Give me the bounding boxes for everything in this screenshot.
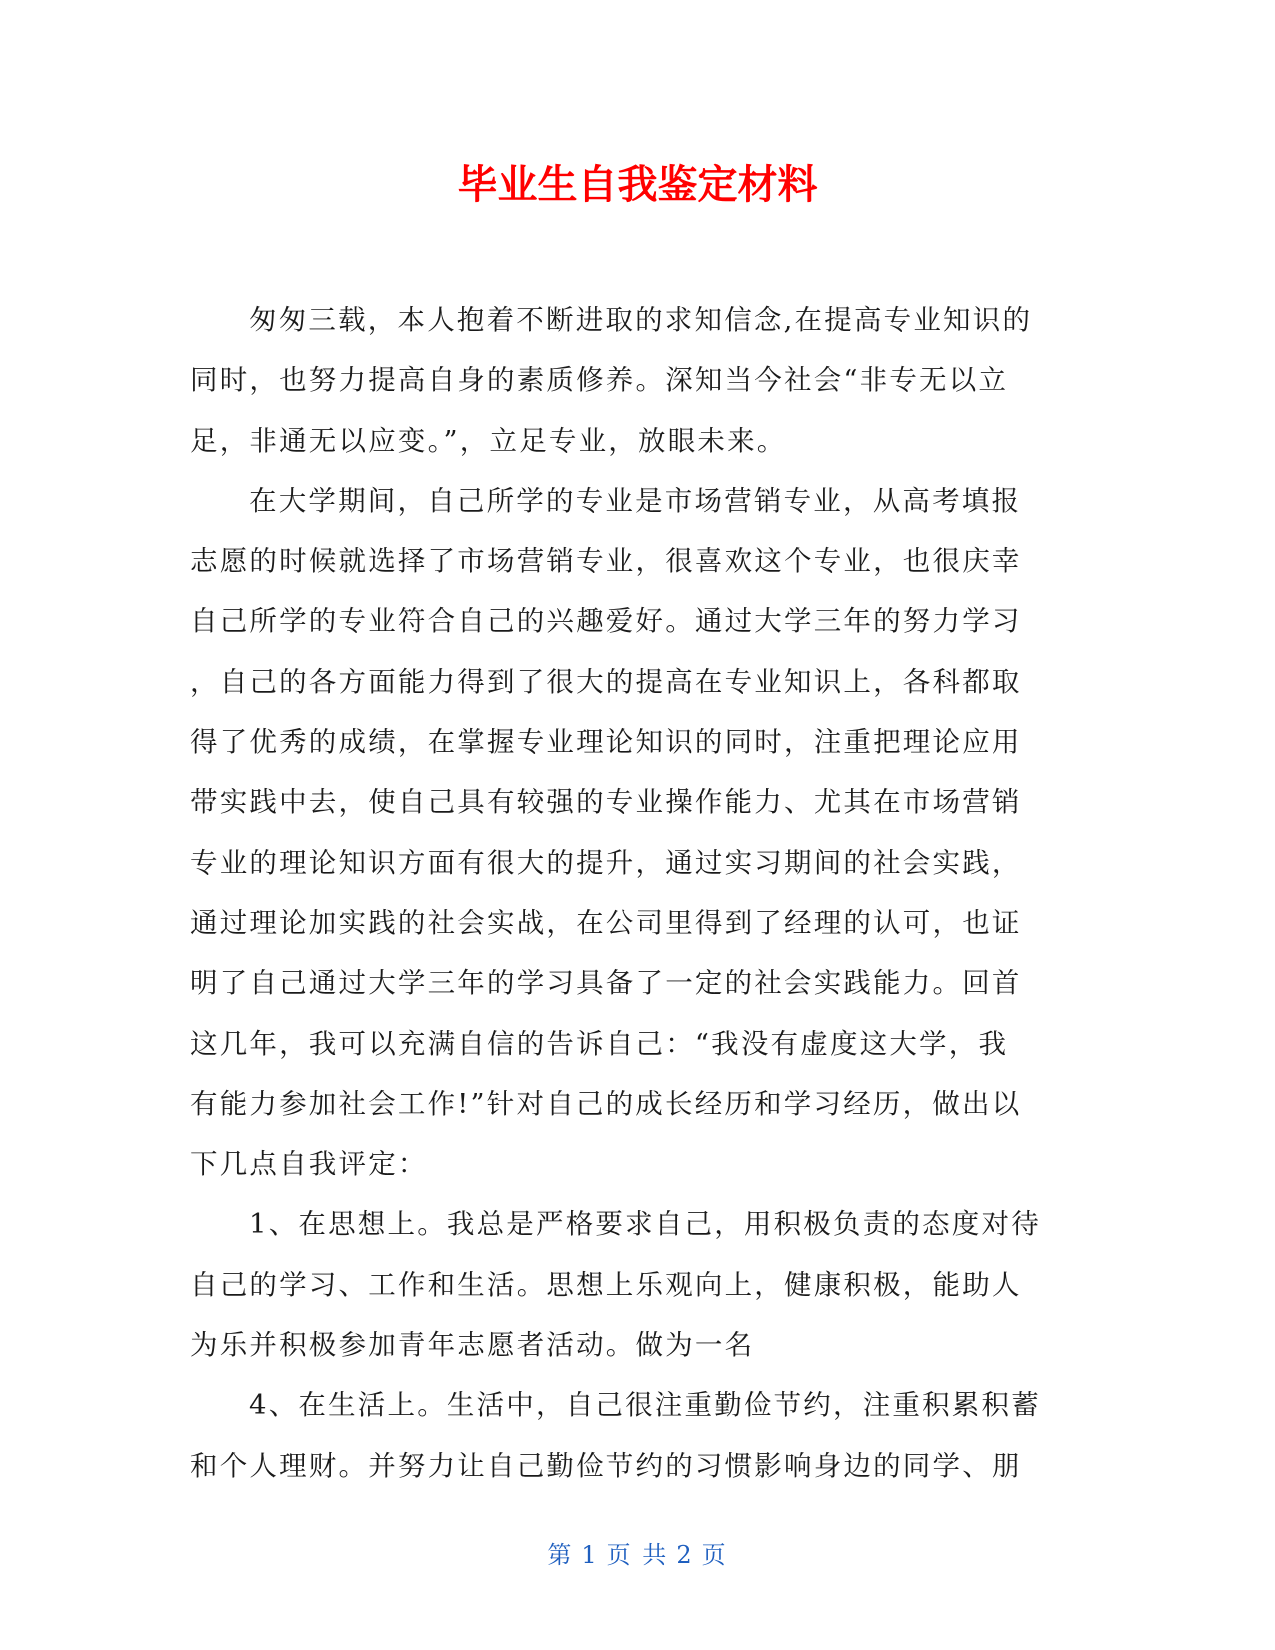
paragraph-line: 得了优秀的成绩，在掌握专业理论知识的同时，注重把理论应用 — [190, 726, 1022, 759]
page-footer — [0, 1538, 1275, 1572]
paragraph-line: 同时，也努力提高自身的素质修养。深知当今社会“非专无以立 — [190, 364, 1009, 397]
paragraph-line: 带实践中去，使自己具有较强的专业操作能力、尤其在市场营销 — [190, 786, 1022, 819]
paragraph-line: 1、在思想上。我总是严格要求自己，用积极负责的态度对待 — [249, 1208, 1041, 1241]
paragraph-line: 有能力参加社会工作!”针对自己的成长经历和学习经历，做出以 — [190, 1087, 1022, 1120]
paragraph-line: 专业的理论知识方面有很大的提升，通过实习期间的社会实践， — [190, 846, 1022, 879]
document-body — [190, 290, 1080, 1496]
paragraph-line: 和个人理财。并努力让自己勤俭节约的习惯影响身边的同学、朋 — [190, 1449, 1022, 1482]
paragraph-line: 这几年，我可以充满自信的告诉自己：“我没有虚度这大学，我 — [190, 1027, 1009, 1060]
document-title: 毕业生自我鉴定材料 — [457, 162, 818, 208]
footer-label-page: 第 — [547, 1541, 574, 1569]
paragraph-line: 下几点自我评定： — [190, 1148, 428, 1181]
paragraph-line: 为乐并积极参加青年志愿者活动。做为一名 — [190, 1329, 755, 1362]
paragraph-line: 足，非通无以应变。”，立足专业，放眼未来。 — [190, 424, 787, 457]
footer-label-of: 页 共 — [606, 1541, 669, 1569]
paragraph-line: 自己的学习、工作和生活。思想上乐观向上，健康积极，能助人 — [190, 1268, 1022, 1301]
paragraph-line: 4、在生活上。生活中，自己很注重勤俭节约，注重积累积蓄 — [249, 1389, 1041, 1422]
paragraph-line: 志愿的时候就选择了市场营销专业，很喜欢这个专业，也很庆幸 — [190, 545, 1022, 578]
paragraph-line: 通过理论加实践的社会实战，在公司里得到了经理的认可，也证 — [190, 906, 1022, 939]
paragraph-line: ，自己的各方面能力得到了很大的提高在专业知识上，各科都取 — [190, 665, 1022, 698]
paragraph-line: 匆匆三载，本人抱着不断进取的求知信念,在提高专业知识的 — [249, 304, 1033, 336]
paragraph-line: 自己所学的专业符合自己的兴趣爱好。通过大学三年的努力学习 — [190, 605, 1022, 638]
paragraph-line: 明了自己通过大学三年的学习具备了一定的社会实践能力。回首 — [190, 967, 1022, 1000]
paragraph-line: 在大学期间，自己所学的专业是市场营销专业，从高考填报 — [249, 484, 1022, 517]
footer-current-page: 1 — [581, 1541, 599, 1569]
footer-label-end: 页 — [701, 1541, 728, 1569]
footer-total-pages: 2 — [676, 1541, 694, 1569]
